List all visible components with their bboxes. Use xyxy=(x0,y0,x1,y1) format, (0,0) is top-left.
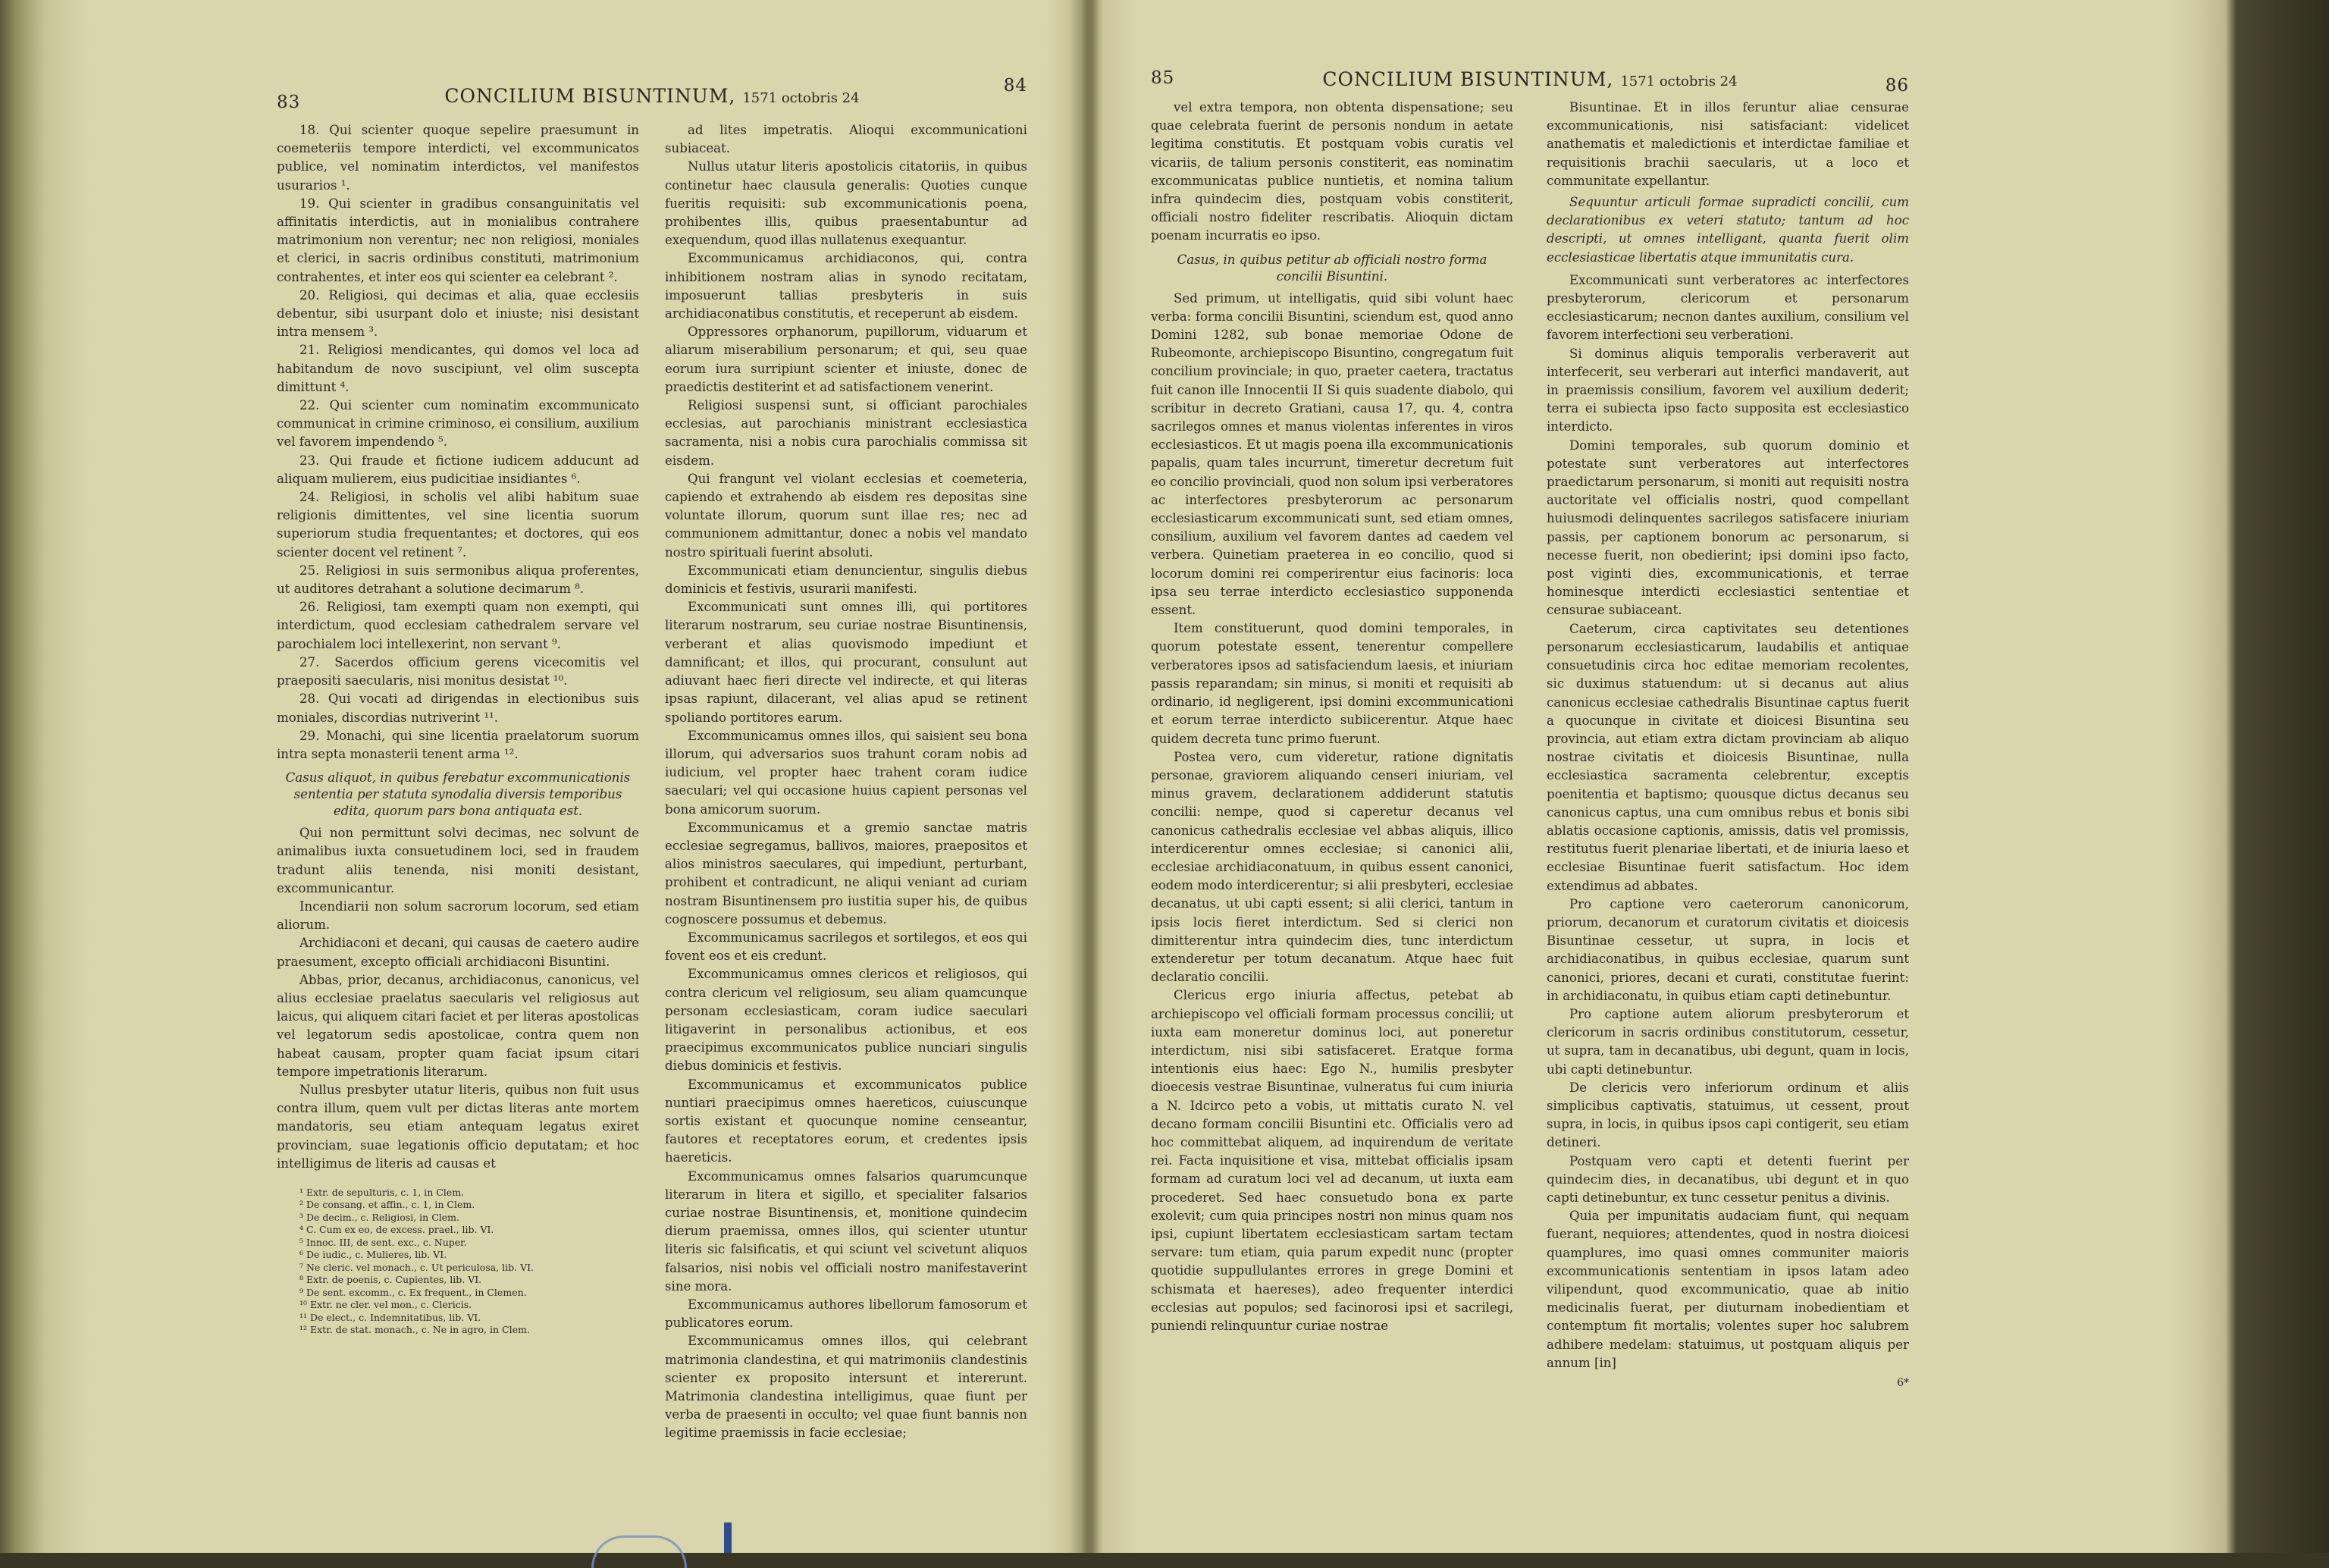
paragraph: Caeterum, circa captivitates seu detentiones personarum ecclesiasticarum, laudabilis et antiquae consuetudinis circa hoc editae memoriam recolentes, sic duximus statuendum: ut si decanus aut alius canonicus ecclesiae cathedralis Bisuntinae captus fuerit a quocunque in civitate et dioicesi Bisuntina seu provincia, aut etiam extra dictam provinciam ab aliquo nostrae civitatis et dioicesis Bisuntinae, nulla ecclesiastica sacramenta celebrentur, exceptis poenitentia et baptismo; quousque dictus decanus seu canonicus captus, una cum omnibus rebus et bonis sibi ablatis occasione captionis, amissis, datis vel promissis, restitutus fuerit plenariae libertati, et de iniuria laeso et ecclesiae Bisuntinae fuerit satisfactum. Hoc idem extendimus ad abbates. xyxy=(1547,621,1909,893)
paragraph: Excommunicamus omnes falsarios quarumcunque literarum in litera et sigillo, et specialiter falsarios curiae nostrae Bisuntinensis, et, monitione quindecim dierum praemissa, omnes illos, qui scienter utuntur literis sic falsificatis, et qui sciunt vel scivetunt aliquos falsarios, nisi nobis vel officiali nostro manifestaverint sine mora. xyxy=(665,1168,1027,1294)
paragraph: Nullus utatur literis apostolicis citatoriis, in quibus continetur haec clausula generalis: Quoties cunque fueritis requisiti: sub excommunicationis poena, prohibentes illis, quibus praesentabuntur ad exequendum, quod illas nullatenus exequantur. xyxy=(665,159,1027,248)
paragraph: Excommunicamus et excommunicatos publice nuntiari praecipimus omnes haereticos, cuiuscunque sortis existant et quocunque nomine censeantur, fautores et receptatores eorum, et credentes ipsis haereticis. xyxy=(665,1077,1027,1165)
paragraph-group xyxy=(277,121,639,764)
paragraph: 19. Qui scienter in gradibus consanguinitatis vel affinitatis interdictis, aut in monialibus contrahere matrimonium non verentur; nec non religiosi, moniales et clerici, in sacris ordinibus constituti, matrimonium contrahentes, et inter eos qui scienter ea celebrant ². xyxy=(277,196,639,284)
paragraph-group xyxy=(1151,290,1513,1336)
footnote: ⁹ De sent. excomm., c. Ex frequent., in Clemen. xyxy=(299,1286,527,1298)
paragraph: Nullus presbyter utatur literis, quibus non fuit usus contra illum, quem vult per dictas literas ante mortem mandatoris, seu etiam antequam legatus exiret provinciam, suae legationis officio deputatam; et hoc intelligimus de literis ad causas et xyxy=(277,1082,639,1171)
paragraph: Excommunicamus authores libellorum famosorum et publicatores eorum. xyxy=(665,1297,1027,1331)
paragraph: 21. Religiosi mendicantes, qui domos vel loca ad habitandum de novo suscipiunt, vel olim susceptа dimittunt ⁴. xyxy=(277,343,639,394)
footnote: ⁷ Ne cleric. vel monach., c. Ut periculosa, lib. VI. xyxy=(299,1261,534,1273)
paragraph: 27. Sacerdos officium gerens vicecomitis vel praepositi saecularis, nisi monitus desistat ¹⁰. xyxy=(277,654,639,688)
running-title xyxy=(277,85,1027,107)
paragraph: Postquam vero capti et detenti fuerint per quindecim dies, in decanatibus, ubi degunt et in quo capti detinebuntur, ex tunc cessetur penitus a divinis. xyxy=(1547,1153,1909,1205)
footnote: ¹⁰ Extr. ne cler. vel mon., c. Clericis. xyxy=(299,1299,472,1311)
footnote: ⁶ De iudic., c. Mulieres, lib. VI. xyxy=(299,1249,447,1261)
paragraph: Clericus ergo iniuria affectus, petebat ab archiepiscopo vel officiali formam processus concilii; ut iuxta eam moneretur dominus loci, aut poneretur interdictum, nisi sibi satisfaceret. Eratque forma intentionis eius haec: Ego N., humilis presbyter dioecesis vestrae Bisuntinae, vulneratus fui cum iniuria a N. Idcirco peto a vobis, ut mittatis curato N. vel decano formam concilii Bisuntini etc. Officialis vero ad hoc committebat aliquem, ad inquirendum de veritate rei. Facta inquisitione et visa, mittebat officialis ipsam formam ad curatum loci vel ad decanum, ut iuxta eam procederet. Sed haec consuetudo bona ex parte exolevit; cum quia principes nostri non minus quam nos ipsi, cupiunt libertatem ecclesiasticam sartam tectam servare: tum etiam, quia parum expedit nunc (propter quotidie suppullulantes errores in grege Domini et schismata et haereses), adeo frequenter interdici ecclesias aut populos; sed facinorosi ipsi et sacrilegi, puniendi relinquuntur curiae nostrae xyxy=(1151,988,1513,1333)
text-column xyxy=(277,121,639,1443)
paragraph: Pro captione vero caeterorum canonicorum, priorum, decanorum et curatorum civitatis et dioicesis Bisuntinae cessetur, ut supra, in locis et archidiaconatibus, in quibus ecclesiae, quarum sunt canonici, priores, decani et curati, constitutae fuerint: in archidiaconatu, in quibus etiam capti detinebuntur. xyxy=(1547,896,1909,1003)
paragraph: Excommunicamus archidiaconos, qui, contra inhibitionem nostram alias in synodo recitatam, imposuerunt tallias presbyteris in suis archidiaconatibus constitutis, et receperunt ab eisdem. xyxy=(665,251,1027,321)
paragraph: Excommunicamus et a gremio sanctae matris ecclesiae segregamus, ballivos, maiores, praepositos et alios ministros saeculares, qui impediunt, perturbant, prohibent et contradicunt, ne aliqui veniant ad curiam nostram Bisuntinensem pro iustitia super his, de quibus cognoscere possumus et debemus. xyxy=(665,820,1027,927)
bookmark-ribbon xyxy=(724,1523,732,1553)
text-column xyxy=(665,121,1027,1443)
page-number: 86 xyxy=(1885,76,1909,96)
paragraph: Oppressores orphanorum, pupillorum, viduarum et aliarum miserabilium personarum; et qui, seu quae eorum iura surripiunt scienter et iniuste, donec de praedictis destiterint et ad satisfactionem venerint. xyxy=(665,325,1027,394)
footnote: ⁵ Innoc. III, de sent. exc., c. Nuper. xyxy=(299,1236,467,1248)
paragraph: 22. Qui scienter cum nominatim excommunicato communicat in crimine criminoso, ei consilium, auxilium vel favorem impendendo ⁵. xyxy=(277,398,639,450)
paragraph: ad lites impetratis. Alioqui excommunicationi subiaceat. xyxy=(665,123,1027,156)
section-heading: Casus, in quibus petitur ab officiali nostro forma concilii Bisuntini. xyxy=(1177,252,1487,284)
paragraph: 24. Religiosi, in scholis vel alibi habitum suae religionis dimittentes, vel sine licentia suorum superiorum studia frequentantes; et doctores, qui eos scienter docent vel retinent ⁷. xyxy=(277,490,639,560)
library-stamp xyxy=(591,1535,687,1568)
paragraph: Excommunicamus omnes illos, qui celebrant matrimonia clandestina, et qui matrimoniis clandestinis scienter ex proposito intersunt et intererunt. Matrimonia clandestina intelligimus, quae fiunt per verba de praesenti in occulto; vel quae fiunt bannis non legitime praemissis in facie ecclesiae; xyxy=(665,1334,1027,1441)
book-gutter xyxy=(1080,0,1103,1553)
paragraph: 29. Monachi, qui sine licentia praelatorum suorum intra septa monasterii tenent arma ¹². xyxy=(277,728,639,761)
page-number: 85 xyxy=(1151,68,1175,88)
footnote: ³ De decim., c. Religiosi, in Clem. xyxy=(299,1211,459,1223)
footnote: ⁴ C. Cum ex eo, de excess. prael., lib. VI. xyxy=(299,1224,494,1236)
paragraph: vel extra tempora, non obtenta dispensatione; seu quae celebrata fuerint de personis nondum in aetate legitima constitutis. Et postquam vobis curatis vel vicariis, de talium personis constiterit, eas nominatim excommunicatas publice nuntietis, et nomina talium infra quindecim dies, postquam vobis constiterit, officiali nostro fideliter rescribatis. Alioquin dictam poenam incurratis eo ipso. xyxy=(1151,100,1513,243)
paragraph: 25. Religiosi in suis sermonibus aliqua proferentes, ut auditores detrahant a solutione decimarum ⁸. xyxy=(277,563,639,597)
running-header xyxy=(1151,68,1909,121)
running-title xyxy=(1151,68,1909,90)
paragraph: Pro captione autem aliorum presbyterorum et clericorum in sacris ordinibus constitutorum, cessetur, ut supra, tam in decanatibus, ubi degunt, quam in locis, ubi capti detinebuntur. xyxy=(1547,1006,1909,1077)
text-column xyxy=(1547,99,1909,1392)
paragraph-group xyxy=(277,824,639,1173)
paragraph: Archidiaconi et decani, qui causas de caetero audire praesument, excepto officiali archidiaconi Bisuntini. xyxy=(277,936,639,969)
footnote: ⁸ Extr. de poenis, c. Cupientes, lib. VI. xyxy=(299,1274,482,1286)
page-number: 84 xyxy=(1003,76,1027,96)
paragraph: Excommunicati sunt omnes illi, qui portitores literarum nostrarum, seu curiae nostrae Bisuntinensis, verberant et alias quovismodo impediunt et damnificant; et illos, qui procurant, consulunt aut adiuvant haec fieri directe vel indirecte, et qui literas ipsas rapiunt, dilacerant, vel alias apud se retinent spoliando portitores earum. xyxy=(665,600,1027,725)
italic-note: Sequuntur articuli formae supradicti concilii, cum declarationibus ex veteri statuto; tantum ad hoc descripti, ut omnes intelligant, quanta fuerit olim ecclesiasticae libertatis atque immunitatis cura. xyxy=(1547,195,1909,265)
footnotes xyxy=(277,1187,639,1337)
title-text: CONCILIUM BISUNTINUM, xyxy=(1322,68,1614,90)
footnote: ¹² Extr. de stat. monach., c. Ne in agro, in Clem. xyxy=(299,1324,530,1336)
title-date: 1571 octobris 24 xyxy=(1620,74,1738,89)
section-heading: Casus aliquot, in quibus ferebatur excommunicationis sententia per statuta synodalia diversis temporibus edita, quorum pars bona antiquata est. xyxy=(285,770,631,819)
paragraph: Excommunicamus omnes illos, qui saisient seu bona illorum, qui adversarios suos trahunt coram nobis ad iudicium, vel propter haec trahent coram iudice saeculari; vel qui occasione huius capient personas vel bona amicorum suorum. xyxy=(665,728,1027,817)
footnote: ¹ Extr. de sepulturis, c. 1, in Clem. xyxy=(299,1186,465,1198)
page-number: 83 xyxy=(277,93,301,112)
paragraph: De clericis vero inferiorum ordinum et aliis simplicibus captivatis, statuimus, ut cessent, prout supra, in locis, in quibus ipsos capi contigerit, seu etiam detineri. xyxy=(1547,1080,1909,1150)
paragraph: 20. Religiosi, qui decimas et alia, quae ecclesiis debentur, sibi usurpant dolo et iniuste; nisi desistant intra mensem ³. xyxy=(277,287,639,340)
paragraph: Abbas, prior, decanus, archidiaconus, canonicus, vel alius ecclesiae praelatus saecularis vel religiosus aut laicus, qui aliquem citari faciet et per literas apostolicas vel legatorum sedis apostolicae, contra quem non habeat causam, propter quam faciat ipsum citari tempore impetrationis literarum. xyxy=(277,972,639,1079)
paragraph: Incendiarii non solum sacrorum locorum, sed etiam aliorum. xyxy=(277,898,639,933)
paragraph: 26. Religiosi, tam exempti quam non exempti, qui interdictum, quod ecclesiam cathedralem servare vel parochialem loci intellexerint, non servant ⁹. xyxy=(277,600,639,651)
paragraph: Excommunicati etiam denuncientur, singulis diebus dominicis et festivis, usurarii manifesti. xyxy=(665,563,1027,597)
footnote: ² De consang. et affin., c. 1, in Clem. xyxy=(299,1199,475,1211)
paragraph: Religiosi suspensi sunt, si officiant parochiales ecclesias, aut parochianis ministrant ecclesiastica sacramenta, nisi a nobis cura parochialis commissa sit eisdem. xyxy=(665,398,1027,468)
right-spread xyxy=(1151,68,1909,1392)
paragraph: Excommunicati sunt verberatores ac interfectores presbyterorum, clericorum et personarum ecclesiasticarum; necnon dantes auxilium, consilium vel favorem interfectioni seu verberationi. xyxy=(1547,272,1909,343)
signature-mark: 6* xyxy=(1897,1377,1909,1390)
paragraph: 23. Qui fraude et fictione iudicem adducunt ad aliquam mulierem, eius pudicitiae insidiantes ⁶. xyxy=(277,453,639,486)
paragraph: 18. Qui scienter quoque sepelire praesumunt in coemeteriis tempore interdicti, vel excommunicatos publice, vel nominatim interdictos, vel manifestos usurarios ¹. xyxy=(277,123,639,193)
paragraph: Quia per impunitatis audaciam fiunt, qui nequam fuerant, nequiores; attendentes, quod in nostra dioicesi quamplures, imo quasi omnes communiter maioris excommunicationis sententiam in ipsos latam adeo vilipendunt, quod excommunicatio, quae ab initio medicinalis fuerat, per diuturnam inobedientiam et contemptum fit mortalis; volentes super hoc salubrem adhibere medelam: statuimus, ut postquam aliquis per annum [in] xyxy=(1547,1209,1909,1370)
footnote: ¹¹ De elect., c. Indemnitatibus, lib. VI. xyxy=(299,1311,481,1323)
paragraph: Si dominus aliquis temporalis verberaverit aut interfecerit, seu verberari aut interfici mandaverit, aut in praemissis consilium, favorem vel auxilium dederit; terra ei subiecta ipso facto supposita est ecclesiastico interdicto. xyxy=(1547,346,1909,434)
text-column xyxy=(1151,99,1513,1392)
paragraph: 28. Qui vocati ad dirigendas in electionibus suis moniales, discordias nutriverint ¹¹. xyxy=(277,691,639,725)
paragraph: Postea vero, cum videretur, ratione dignitatis personae, graviorem aliquando censeri iniuriam, vel minus gravem, declarationem addiderunt statutis concilii: nempe, quod si caperetur decanus vel canonicus cathedralis ecclesiae vel abbas aliquis, illico interdicerentur omnes ecclesiae; si canonici alii, ecclesiae archidiaconatuum, in quibus essent canonici, eodem modo interdicerentur; si alii presbyteri, ecclesiae decanatus, ut ubi capti essent; si alii clerici, tantum in ipsis locis fieret interdictum. Sed si clerici non dimitterentur intra quindecim dies, tunc interdictum extenderetur per totum decanatum. Atque haec fuit declaratio concilii. xyxy=(1151,749,1513,985)
paragraph-group xyxy=(1547,271,1909,1372)
title-date: 1571 octobris 24 xyxy=(742,90,860,106)
running-header xyxy=(277,68,1027,121)
left-spread xyxy=(277,68,1027,1443)
paragraph-group xyxy=(665,121,1027,1443)
paragraph: Item constituerunt, quod domini temporales, in quorum potestate essent, tenerentur compellere verberatores ipsos ad satisfaciendum laesis, et iniuriam passis reparandam; sin minus, si moniti et requisiti ab ordinario, id negligerent, ipsi domini excommunicationi et eorum terrae interdicto subiicerentur. Atque haec quidem decreta tunc primo fuerunt. xyxy=(1151,621,1513,746)
paragraph: Sed primum, ut intelligatis, quid sibi volunt haec verba: forma concilii Bisuntini, sciendum est, quod anno Domini 1282, sub bonae memoriae Odone de Rubeomonte, archiepiscopo Bisuntino, congregatum fuit concilium provinciale; in quo, praeter caetera, tractatus fuit canon ille Innocentii II Si quis suadente diabolo, qui scribitur in decreto Gratiani, causa 17, qu. 4, contra sacrilegos omnes et manus violentas inferentes in viros ecclesiasticos. Et ut magis poena illa excommunicationis papalis, quam tales incurrunt, timeretur decretum fuit eo concilio provinciali, quod non solum ipsi verberatores ac interfectores presbyterorum ac personarum ecclesiasticarum excommunicati sunt, sed etiam omnes, consilium, auxilium vel favorem dantes ad caedem vel verbera. Quinetiam praeterea in eo concilio, quod si locorum domini rei comperirentur eius facinoris: loca ipsa seu terrae interdicto ecclesiastico supponenda essent. xyxy=(1151,290,1513,618)
paragraph: Domini temporales, sub quorum dominio et potestate sunt verberatores aut interfectores praedictarum personarum, si moniti aut requisiti nostra auctoritate vel officialis nostri, quod compellant huiusmodi delinquentes sacrilegos satisfacere iniuriam passis, per captionem bonorum ac personarum, si necesse fuerit, non obedierint; ipsi domini ipso facto, post viginti dies, excommunicationis, et terrae hominesque interdicti ecclesiastici sententiae et censurae subiaceant. xyxy=(1547,437,1909,618)
paragraph: Excommunicamus sacrilegos et sortilegos, et eos qui fovent eos et eis credunt. xyxy=(665,930,1027,964)
paragraph: Excommunicamus omnes clericos et religiosos, qui contra clericum vel religiosum, seu aliam quamcunque personam ecclesiasticam, coram iudice saeculari litigaverint in personalibus actionibus, et eos praecipimus excommunicatos publice nunciari singulis diebus dominicis et festivis. xyxy=(665,967,1027,1074)
paragraph: Qui frangunt vel violant ecclesias et coemeteria, capiendo et extrahendo ab eisdem res depositas sine voluntate illorum, quorum sunt illae res; nec ad communionem admittantur, donec a nobis vel mandato nostro spirituali fuerint absoluti. xyxy=(665,471,1027,560)
paragraph: Bisuntinae. Et in illos feruntur aliae censurae excommunicationis, nisi satisfaciant: videlicet anathematis et maledictionis et interdictae familiae et requisitionis brachii saecularis, ut a loco et communitate expellantur. xyxy=(1547,100,1909,188)
paragraph: Qui non permittunt solvi decimas, nec solvunt de animalibus iuxta consuetudinem loci, sed in fraudem tradunt aliis tenenda, nisi moniti desistant, excommunicantur. xyxy=(277,826,639,895)
title-text: CONCILIUM BISUNTINUM, xyxy=(444,85,736,107)
